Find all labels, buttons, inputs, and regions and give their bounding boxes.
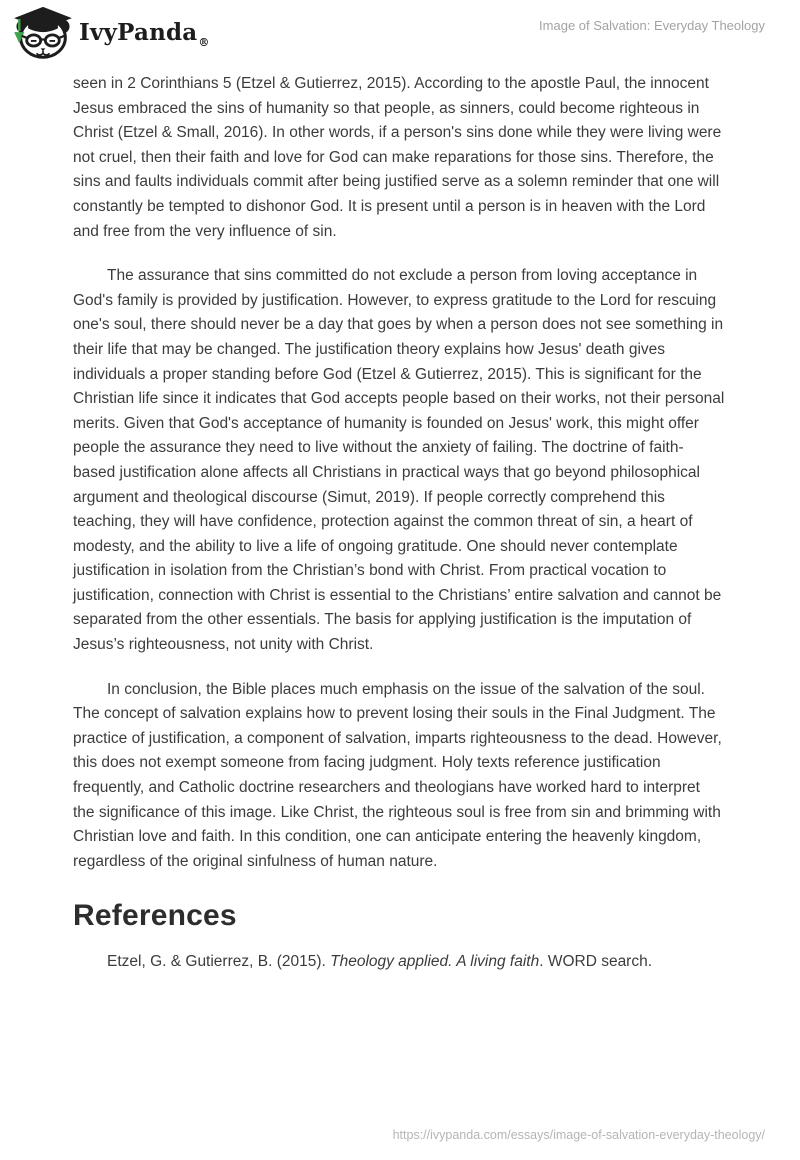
document-title: Image of Salvation: Everyday Theology xyxy=(539,18,765,33)
page-footer xyxy=(393,1128,765,1142)
references-heading: References xyxy=(73,899,237,933)
essay-content xyxy=(0,58,800,975)
page-header xyxy=(0,0,800,58)
ivypanda-panda-logo-icon xyxy=(13,6,73,60)
essay-paragraph-2: The assurance that sins committed do not exclude a person from loving acceptance in God's family is provided by justification. However, to express gratitude to the Lord for rescuing one's soul, there should never be a day that goes by when a person does not see something in their life that may be changed. The justification theory explains how Jesus' death gives individuals a proper standing before God (Etzel & Gutierrez, 2015). This is significant for the Christian life since it indicates that God accepts people based on their works, not their personal merits. Given that God's acceptance of humanity is founded on Jesus' work, this might offer people the assurance they need to live without the anxiety of failing. The doctrine of faith-based justification alone affects all Christians in practical ways that go beyond philosophical argument and theological discourse (Simut, 2019). If people correctly comprehend this teaching, they will have confidence, protection against the common threat of sin, a heart of modesty, and the ability to live a life of ongoing gratitude. One should never contemplate justification in isolation from the Christian’s bond with Christ. From practical vocation to justification, connection with Christ is essential to the Christians’ entire salvation and cannot be separated from the other essentials. The basis for applying justification is the imputation of Jesus’s righteousness, not unity with Christ. xyxy=(73,267,725,654)
essay-paragraph-3: In conclusion, the Bible places much emphasis on the issue of the salvation of the soul. The concept of salvation explains how to prevent losing their souls in the Final Judgment. The practice of justification, a component of salvation, imparts righteousness to the dead. However, this does not exempt someone from facing judgment. Holy texts reference justification frequently, and Catholic doctrine researchers and theologians have worked hard to interpret the significance of this image. Like Christ, the righteous soul is free from sin and brimming with Christian love and faith. In this condition, one can anticipate entering the heavenly kingdom, regardless of the original sinfulness of human nature. xyxy=(73,680,722,870)
reference-publisher: . WORD search. xyxy=(539,953,653,971)
brand-wordmark: IvyPanda xyxy=(79,19,198,46)
reference-entry xyxy=(73,950,725,975)
brand xyxy=(13,6,209,60)
registered-trademark: ® xyxy=(198,35,210,49)
reference-authors: Etzel, G. & Gutierrez, B. (2015). xyxy=(107,953,331,971)
source-url: https://ivypanda.com/essays/image-of-salvation-everyday-theology/ xyxy=(392,1128,765,1142)
essay-paragraph-1: seen in 2 Corinthians 5 (Etzel & Gutierrez, 2015). According to the apostle Paul, the innocent Jesus embraced the sins of humanity so that people, as sinners, could become righteous in Christ (Etzel & Small, 2016). In other words, if a person's sins done while they were living were not cruel, then their faith and love for God can make reparations for those sins. Therefore, the sins and faults individuals commit after being justified serve as a solemn reminder that one will constantly be tempted to dishonor God. It is present until a person is in heaven with the Lord and free from the very influence of sin. xyxy=(73,75,722,240)
reference-title: Theology applied. A living faith xyxy=(330,953,540,971)
